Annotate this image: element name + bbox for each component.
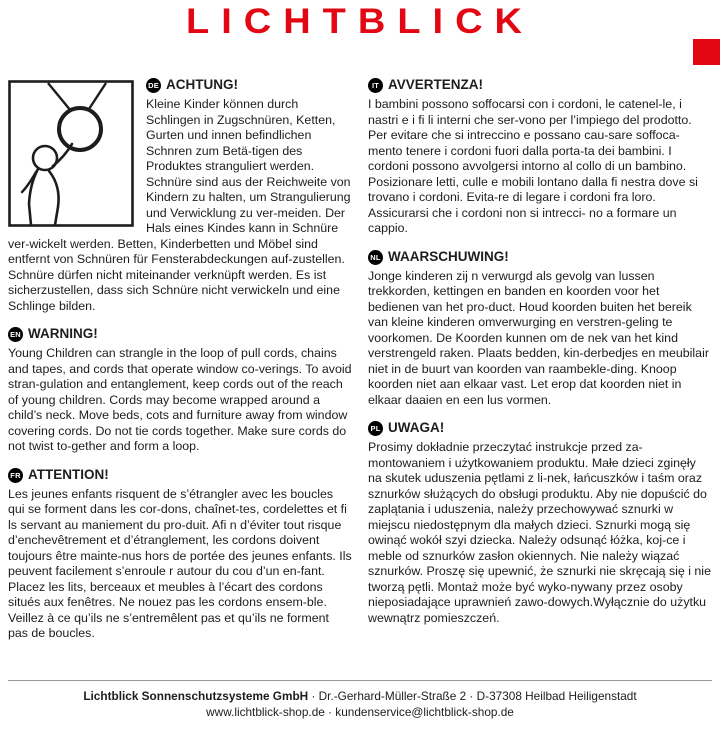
- language-badge-nl: NL: [368, 250, 383, 265]
- warning-header-nl: [368, 250, 712, 265]
- warning-body-pl: Prosimy dokładnie przeczytać instrukcje przed za-montowaniem i użytkowaniem produktu. Małe dzieci zginęły na skutek uduszenia pętlami z li-nek, łańcuszków i taśm oraz sznurków służących do obsługi produktu. Aby nie dopuścić do zaplątania i uduszenia, należy przechowywać sznurki w miejscu niedostępnym dla małych dzieci. Sznurki mogą się owinąć wokół szyi dziecka. Należy odsunąć łóżka, koj-ce i meble od sznurków zasłon okiennych. Nie należy wiązać sznurków. Proszę się upewnić, że sznurki nie skręcają się i nie tworzą pętli. Montaż może być wyko-nywany przez osoby nieposiadające uprawnień zawo-dowych.Wyłącznie do użytku wewnątrz pomieszczeń.: [368, 440, 711, 625]
- warning-section-en: [8, 327, 352, 455]
- warning-section-nl: [368, 250, 712, 409]
- language-badge-de: DE: [146, 78, 161, 93]
- warning-body-en: Young Children can strangle in the loop of pull cords, chains and tapes, and cords that operate window co-verings. To avoid stran-gulation and entanglement, keep cords out of the reach of young children. Cords may become wrapped around a child’s neck. Move beds, cots and furniture away from window covering cords. Do not tie cords together. Make sure cords do not twist to-gether and form a loop.: [8, 346, 352, 453]
- warning-body-de: Kleine Kinder können durch Schlingen in Zugschnüren, Ketten, Gurten und innen befindlichen Schnren zum Betä-tigen des Produktes stranguliert werden. Schnüre sind aus der Reichweite von Kindern zu halten, um Strangulierung und Verwicklung zu ver-meiden. Der Hals eines Kindes kann in Schnüre ver-wickelt werden. Betten, Kinderbetten und Möbel sind entfernt von Schnüren für Fensterabdeckungen auf-zustellen. Schnüre dürfen nicht miteinander verknüpft werden. Es ist sicherzustellen, dass sich Schnüre nicht verwickeln und eine Schlinge bilden.: [8, 97, 351, 313]
- lichtblick-logo: LICHTBLICK: [186, 2, 534, 42]
- warning-header-it: [368, 78, 712, 93]
- language-badge-en: EN: [8, 327, 23, 342]
- red-corner-square: [693, 39, 720, 65]
- warning-body-fr: Les jeunes enfants risquent de s’étrangler avec les boucles qui se forment dans les cor-dons, chaînet-tes, cordelettes et fi ls servant au maniement du pro-duit. Afi n d’éviter tout risque d’enchevêtrement et d’étranglement, les cordons doivent toujours être mainte-nus hors de portée des jeunes enfants. Ils peuvent facilement s’enroule r autour du cou d’un en-fant. Placez les lits, berceaux et meubles à l’écart des cordons situés aux fenêtres. Ne nouez pas les cordons ensem-ble. Veillez à ce qu’ils ne s’entremêlent pas et qu’ils ne forment pas de boucles.: [8, 486, 352, 640]
- warning-title-en: WARNING!: [28, 326, 98, 342]
- warning-header-de: [146, 78, 352, 93]
- warning-title-de: ACHTUNG!: [166, 77, 238, 93]
- language-badge-pl: PL: [368, 421, 383, 436]
- warning-title-nl: WAARSCHUWING!: [388, 248, 509, 264]
- child-cord-hazard-drawing: [8, 80, 134, 227]
- warning-section-it: [368, 78, 712, 237]
- warning-title-it: AVVERTENZA!: [388, 77, 484, 93]
- warning-title-fr: ATTENTION!: [28, 466, 109, 482]
- warning-body-it: I bambini possono soffocarsi con i cordoni, le catenel-le, i nastri e i fi li interni che ser-vono per l’impiego del prodotto. Per evitare che si intreccino e possano cau-sare soffoca-mento tenere i cordoni fuori dalla porta-ta dei bambini. I cordoni possono avvolgersi intorno al collo di un bambino. Posizionare letti, culle e mobili lontano dalla fi nestra dove si trovano i cordoni. Evita-re di legare i cordoni fra loro. Assicurarsi che i cordoni non si intrecci- no a formare un cappio.: [368, 97, 698, 235]
- footer-address-line: [8, 688, 712, 704]
- warning-header-en: [8, 327, 352, 342]
- language-badge-fr: FR: [8, 468, 23, 483]
- warning-section-pl: [368, 421, 712, 626]
- footer-address: · Dr.-Gerhard-Müller-Straße 2 · D-37308 Heilbad Heiligenstadt: [308, 689, 637, 703]
- left-column: [8, 78, 352, 655]
- language-badge-it: IT: [368, 78, 383, 93]
- content-columns: [8, 78, 712, 655]
- warning-header-pl: [368, 421, 712, 436]
- footer-company: Lichtblick Sonnenschutzsysteme GmbH: [83, 689, 309, 703]
- footer: [8, 680, 712, 729]
- warning-header-fr: [8, 468, 352, 483]
- warning-section-fr: [8, 468, 352, 642]
- strangulation-hazard-illustration: [8, 80, 134, 227]
- right-column: [368, 78, 712, 655]
- warning-body-nl: Jonge kinderen zij n verwurgd als gevolg van lussen trekkorden, kettingen en banden en koorden voor het bedienen van het pro-duct. Houd koorden buiten het bereik van kleine kinderen omverwurging en verstren-geling te voorkomen. De Koorden kunnen om de nek van het kind verstrengeld raken. Plaats bedden, kin-derbedjes en meubilair niet in de buurt van koorden van raambekle-ding. Knoop koorden niet aan elkaar vast. Let erop dat koorden niet in elkaar daaien en een lus vormen.: [368, 268, 709, 407]
- footer-contact-line: www.lichtblick-shop.de · kundenservice@lichtblick-shop.de: [206, 705, 514, 719]
- logo-wrap: [8, 0, 712, 42]
- warning-title-pl: UWAGA!: [388, 420, 445, 436]
